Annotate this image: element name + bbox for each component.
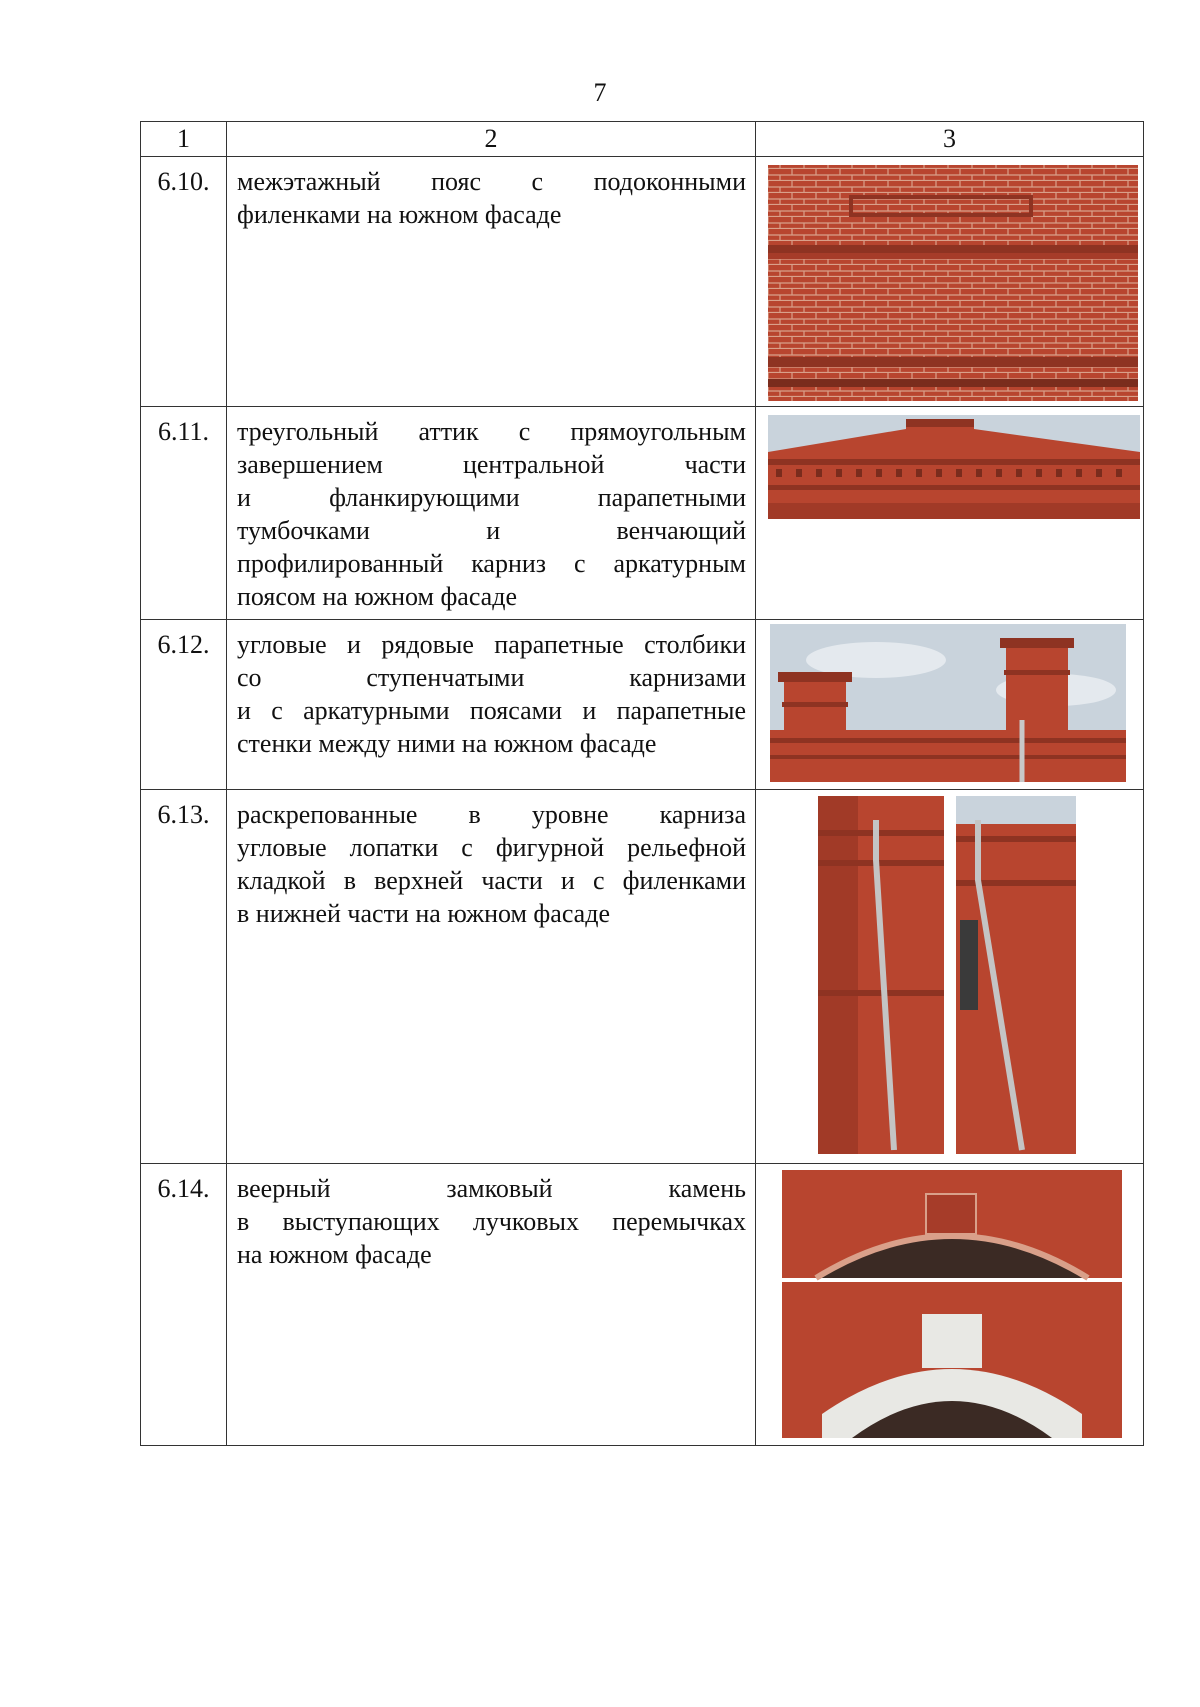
row-photo-cell [756,407,1144,620]
corner-pilasters-photos [756,790,1144,1160]
row-description [227,620,756,790]
parapet-posts-photo [756,620,1144,786]
table-header-row [141,122,1144,157]
row-photo-cell [756,620,1144,790]
description-line: и фланкирующими парапетными [237,483,746,512]
description-line: раскрепованные в уровне карниза [237,800,746,829]
row-description [227,790,756,1164]
row-description [227,1164,756,1446]
row-description [227,407,756,620]
row-number: 6.13. [141,790,227,1164]
description-line: стенки между ними на южном фасаде [237,729,657,758]
description-line: треугольный аттик с прямоугольным [237,417,746,446]
description-line: веерный замковый камень [237,1174,746,1203]
heritage-elements-table [140,121,1144,1446]
row-number: 6.12. [141,620,227,790]
row-photo-cell [756,1164,1144,1446]
description-line: тумбочками и венчающий [237,516,746,545]
description-line: на южном фасаде [237,1240,432,1269]
row-photo-cell [756,790,1144,1164]
description-line: поясом на южном фасаде [237,582,517,611]
page-number: 7 [593,78,607,107]
table-row [141,157,1144,407]
row-number: 6.10. [141,157,227,407]
description-line: угловые лопатки с фигурной рельефной [237,833,746,862]
row-number: 6.14. [141,1164,227,1446]
description-line: в нижней части на южном фасаде [237,899,610,928]
row-photo-cell [756,157,1144,407]
triangular-attic-photo [756,407,1144,613]
table-row [141,1164,1144,1446]
description-line: межэтажный пояс с подоконными [237,167,746,196]
table-row [141,790,1144,1164]
description-line: в выступающих лучковых перемычках [237,1207,746,1236]
description-line: кладкой в верхней части и с филенками [237,866,746,895]
column-header-1: 1 [141,122,227,157]
table-row [141,620,1144,790]
row-number: 6.11. [141,407,227,620]
description-line: и с аркатурными поясами и парапетные [237,696,746,725]
description-line: филенками на южном фасаде [237,200,562,229]
table-row [141,407,1144,620]
keystone-lintel-photos [756,1164,1144,1442]
column-header-2: 2 [227,122,756,157]
description-line: угловые и рядовые парапетные столбики [237,630,746,659]
description-line: завершением центральной части [237,450,746,479]
row-description [227,157,756,407]
description-line: профилированный карниз с аркатурным [237,549,746,578]
brick-belt-with-panels-photo [756,157,1144,403]
column-header-3: 3 [756,122,1144,157]
description-line: со ступенчатыми карнизами [237,663,746,692]
